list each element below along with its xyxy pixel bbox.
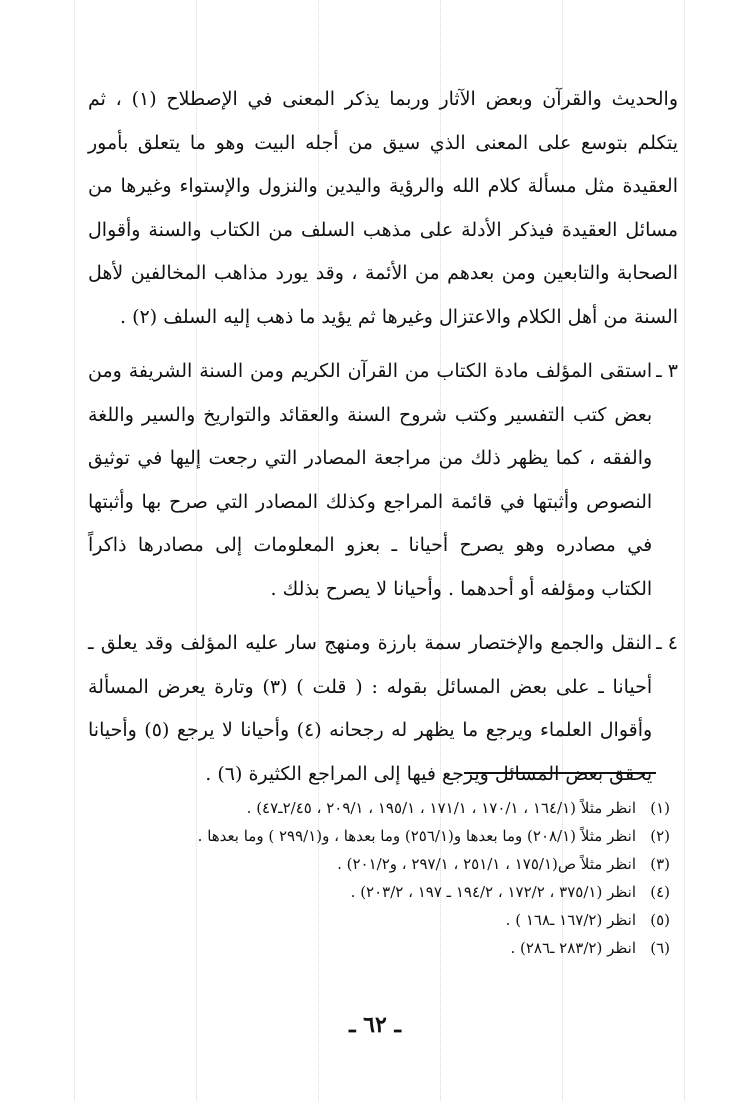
footnote-number: (٤) xyxy=(650,883,670,901)
footnote-text: انظر مثلاً ص(١٧٥/١ ، ٢٥١/١ ، ٢٩٧/١ ، و٢٠١/٢) . xyxy=(337,855,636,873)
footnote-number: (١) xyxy=(650,799,670,817)
main-text xyxy=(88,78,678,807)
footnote-number: (٢) xyxy=(650,827,670,845)
footnote-text: انظر (٢٨٣/٢ ـ٢٨٦) . xyxy=(510,939,636,957)
paper-grid-line xyxy=(74,0,75,1101)
footnote xyxy=(130,822,670,850)
page-number: ـ ٦٢ ـ xyxy=(349,1012,401,1038)
footnote-text: انظر (١٦٧/٢ ـ١٦٨ ) . xyxy=(505,911,636,929)
list-item xyxy=(88,622,678,796)
item-number: ٣ ـ xyxy=(656,360,678,382)
footnote-number: (٦) xyxy=(650,939,670,957)
list-item xyxy=(88,350,678,611)
footnote-text: انظر مثلاً (٢٠٨/١) وما بعدها و(٢٥٦/١) وما بعدها ، و(٢٩٩/١ ) وما بعدها . xyxy=(197,827,636,845)
footnote-number: (٥) xyxy=(650,911,670,929)
footnote xyxy=(130,850,670,878)
item-number: ٤ ـ xyxy=(656,632,678,654)
paper-grid-line xyxy=(684,0,685,1101)
footnote xyxy=(130,906,670,934)
intro-paragraph: والحديث والقرآن وبعض الآثار وربما يذكر المعنى في الإصطلاح (١) ، ثم يتكلم بتوسع على المعنى الذي سيق من أجله البيت وهو ما يتعلق بأمور العقيدة مثل مسألة كلام الله والرؤية واليدين والنزول والإستواء وغيرها من مسائل العقيدة فيذكر الأدلة على مذهب السلف من الكتاب والسنة وأقوال الصحابة والتابعين ومن بعدهم من الأئمة ، وقد يورد مذاهب المخالفين لأهل السنة من أهل الكلام والاعتزال وغيرها ثم يؤيد ما ذهب إليه السلف (٢) . xyxy=(88,88,678,328)
footnote-text: انظر مثلاً (١٦٤/١ ، ١٧٠/١ ، ١٧١/١ ، ١٩٥/١ ، ٢٠٩/١ ، ٢/٤٥ـ٤٧) . xyxy=(246,799,636,817)
footnote xyxy=(130,794,670,822)
item-text: استقى المؤلف مادة الكتاب من القرآن الكريم ومن السنة الشريفة ومن بعض كتب التفسير وكتب شروح السنة والعقائد والتواريخ والسير واللغة والفقه ، كما يظهر ذلك من مراجعة المصادر التي رجعت إليها في توثيق النصوص وأثبتها في قائمة المراجع وكذلك المصادر التي صرح بها وأثبتها في مصادره وهو يصرح أحيانا ـ بعزو المعلومات إلى مصادرها ذاكراً الكتاب ومؤلفه أو أحدهما . وأحيانا لا يصرح بذلك . xyxy=(88,360,653,600)
footnote-text: انظر (٣٧٥/١ ، ١٧٢/٢ ، ١٩٤/٢ ـ ١٩٧ ، ٢٠٣/٢) . xyxy=(350,883,636,901)
footnote xyxy=(130,934,670,962)
item-text: النقل والجمع والإختصار سمة بارزة ومنهج سار عليه المؤلف وقد يعلق ـ أحيانا ـ على بعض المسائل بقوله : ( قلت ) (٣) وتارة يعرض المسألة وأقوال العلماء ويرجع ما يظهر له رجحانه (٤) وأحيانا لا يرجع (٥) وأحيانا يحقق بعض المسائل ويرجع فيها إلى المراجع الكثيرة (٦) . xyxy=(88,632,653,785)
footnote xyxy=(130,878,670,906)
footnote-number: (٣) xyxy=(650,855,670,873)
footnote-separator xyxy=(464,772,656,774)
footnotes xyxy=(130,794,670,962)
